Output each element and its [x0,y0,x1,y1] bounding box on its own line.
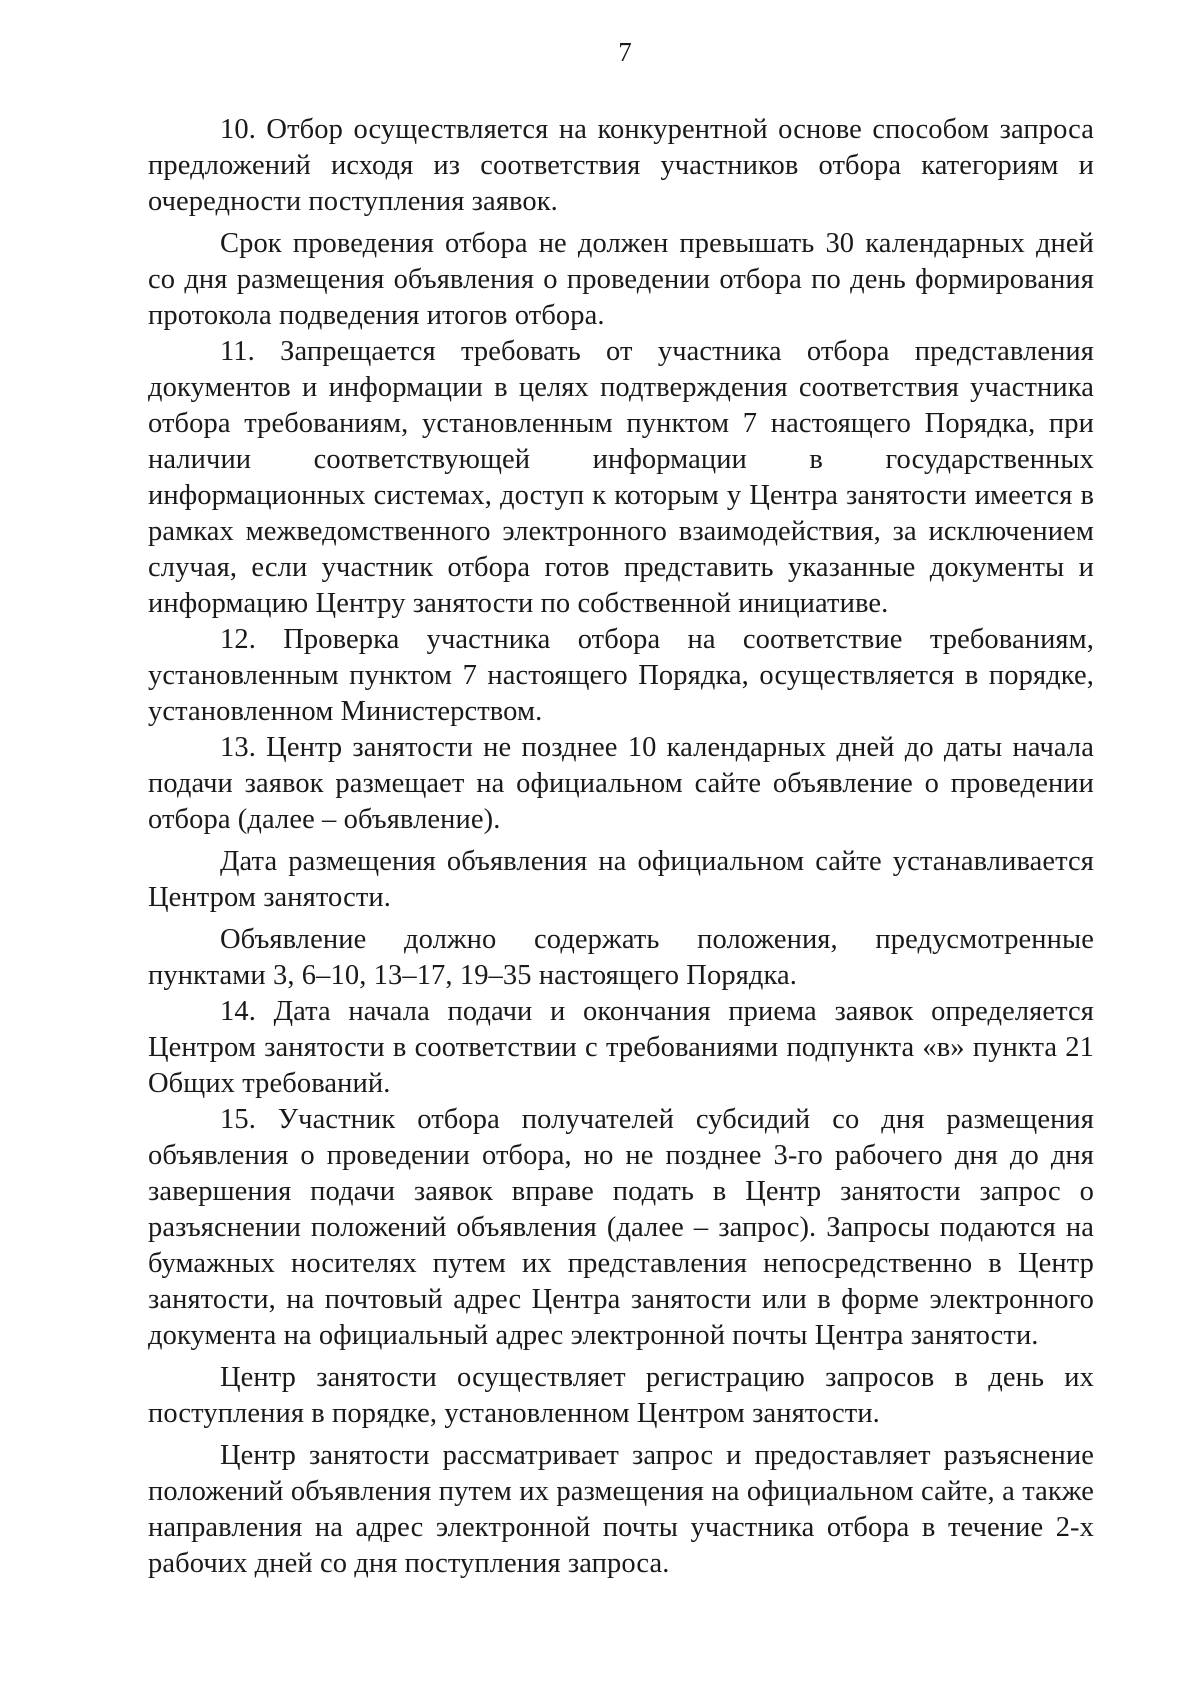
paragraph-14: 14. Дата начала подачи и окончания приема заявок определяется Центром занятости в соответствии с требованиями подпункта «в» пункта 21 Общих требований. [148,996,1094,1099]
document-body [148,112,1094,1582]
paragraph-selection-period: Срок проведения отбора не должен превышать 30 календарных дней со дня размещения объявления о проведении отбора по день формирования протокола подведения итогов отбора. [148,228,1094,331]
paragraph-10: 10. Отбор осуществляется на конкурентной основе способом запроса предложений исходя из соответствия участников отбора категориям и очередности поступления заявок. [148,114,1094,217]
paragraph-announcement-date: Дата размещения объявления на официальном сайте устанавливается Центром занятости. [148,846,1094,913]
page-number: 7 [618,37,632,67]
paragraph-announcement-contents: Объявление должно содержать положения, предусмотренные пунктами 3, 6–10, 13–17, 19–35 настоящего Порядка. [148,924,1094,991]
paragraph-12: 12. Проверка участника отбора на соответствие требованиям, установленным пунктом 7 настоящего Порядка, осуществляется в порядке, установленном Министерством. [148,624,1094,727]
paragraph-11: 11. Запрещается требовать от участника отбора представления документов и информации в целях подтверждения соответствия участника отбора требованиям, установленным пунктом 7 настоящего Порядка, при наличии соответствующей информации в государственных информационных системах, доступ к которым у Центра занятости имеется в рамках межведомственного электронного взаимодействия, за исключением случая, если участник отбора готов представить указанные документы и информацию Центру занятости по собственной инициативе. [148,336,1094,619]
paragraph-request-review: Центр занятости рассматривает запрос и предоставляет разъяснение положений объявления путем их размещения на официальном сайте, а также направления на адрес электронной почты участника отбора в течение 2-х рабочих дней со дня поступления запроса. [148,1440,1094,1579]
paragraph-13: 13. Центр занятости не позднее 10 календарных дней до даты начала подачи заявок размещает на официальном сайте объявление о проведении отбора (далее – объявление). [148,732,1094,835]
paragraph-15: 15. Участник отбора получателей субсидий со дня размещения объявления о проведении отбора, но не позднее 3-го рабочего дня до дня завершения подачи заявок вправе подать в Центр занятости запрос о разъяснении положений объявления (далее – запрос). Запросы подаются на бумажных носителях путем их представления непосредственно в Центр занятости, на почтовый адрес Центра занятости или в форме электронного документа на официальный адрес электронной почты Центра занятости. [148,1104,1094,1351]
paragraph-request-registration: Центр занятости осуществляет регистрацию запросов в день их поступления в порядке, установленном Центром занятости. [148,1362,1094,1429]
